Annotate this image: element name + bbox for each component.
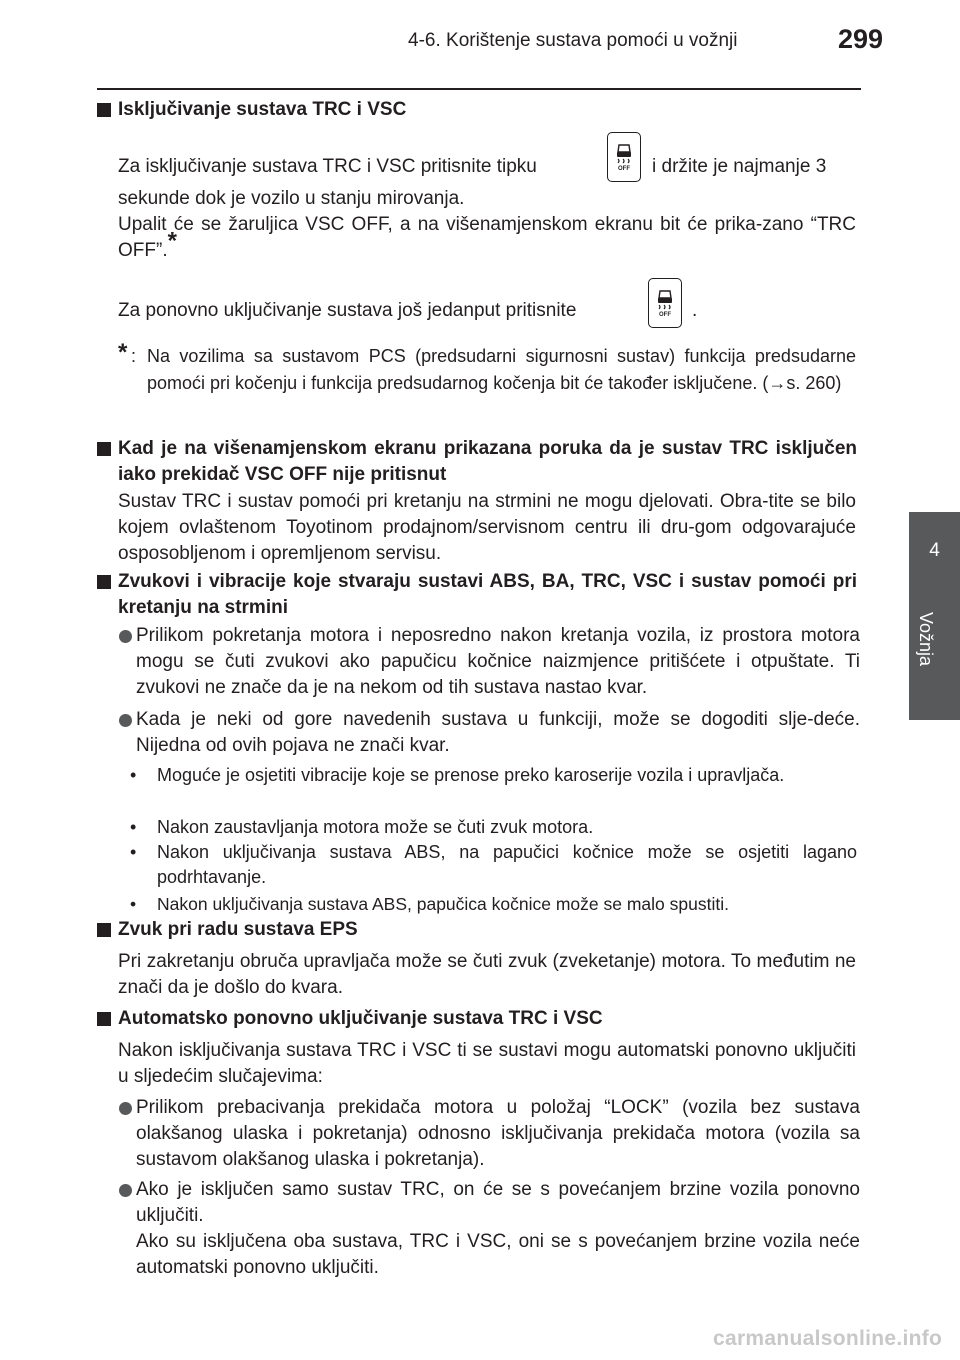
round-bullet-icon (119, 1184, 132, 1197)
round-bullet-icon (119, 630, 132, 643)
square-bullet-icon (97, 575, 111, 589)
square-bullet-icon (97, 1012, 111, 1026)
s1-para2: Upalit će se žaruljica VSC OFF, a na višenamjenskom ekranu bit će prika-zano “TRC OFF”.* (118, 214, 856, 261)
chapter-label: Vožnja (916, 612, 936, 667)
chapter-number: 4 (929, 540, 940, 561)
s1-footnote: * : Na vozilima sa sustavom PCS (predsudarni sigurnosni sustav) funkcija predsudarne pomoći pri kočenju i funkcija predsudarnog kočenja bit će također isključene. (→s. 260) (118, 339, 856, 393)
square-bullet-icon (97, 923, 111, 937)
s5-text: Nakon isključivanja sustava TRC i VSC ti se sustavi mogu automatski ponovno uključiti u sljedećim slučajevima: (118, 1040, 856, 1087)
s3-sub-item-1: • Moguće je osjetiti vibracije koje se prenose preko karoserije vozila i upravljača. (130, 765, 785, 785)
vsc-off-button-icon-2 (648, 278, 682, 328)
s3-sub-item-2: • Nakon zaustavljanja motora može se čuti zvuk motora. (130, 817, 594, 837)
section-heading-sounds-vibrations: Zvukovi i vibracije koje stvaraju sustavi ABS, BA, TRC, VSC i sustav pomoći pri kretanju na strmini (97, 569, 857, 621)
square-bullet-icon (97, 442, 111, 456)
svg-text:OFF: OFF (659, 312, 671, 317)
off-icon-text: OFF (618, 166, 630, 171)
s1-line1-start: Za isključivanje sustava TRC i VSC pritisnite tipku (118, 156, 537, 177)
section-heading-trc-message: Kad je na višenamjenskom ekranu prikazana poruka da je sustav TRC isključen iako prekidač VSC OFF nije pritisnut (97, 436, 857, 488)
s3-bullet-1: Prilikom pokretanja motora i neposredno nakon kretanja vozila, iz prostora motora mogu se čuti zvukovi ako papučicu kočnice naizmjence pritišćete i otpuštate. Ti zvukovi ne znače da je na nekom od tih sustava nastao kvar. (118, 623, 860, 701)
s5-bullet-2: Ako je isključen samo sustav TRC, on će se s povećanjem brzine vozila ponovno uključiti. Ako su isključena oba sustava, TRC i VSC, oni se s povećanjem brzine vozila neće automatski ponovno uključiti. (118, 1177, 860, 1281)
s3-sub-item-4: • Nakon uključivanja sustava ABS, papučica kočnice može se malo spustiti. (130, 894, 729, 914)
s2-text: Sustav TRC i sustav pomoći pri kretanju na strmini ne mogu djelovati. Obra-tite se bilo kojem ovlaštenom Toyotinom prodajnom/servisnom centru ili dru-gom odgovarajuće osposobljenom i opremljenom servisu. (118, 491, 856, 564)
vsc-off-button-icon (607, 132, 641, 182)
s5-bullet-1: Prilikom prebacivanja prekidača motora u položaj “LOCK” (vozila bez sustava olakšanog ulaska i pokretanja) odnosno isključivanja prekidača motora (vozila sa sustavom olakšanog ulaska i pokretanja). (118, 1095, 860, 1173)
s4-text: Pri zakretanju obruča upravljača može se čuti zvuk (zveketanje) motora. To međutim ne znači da je došlo do kvara. (118, 951, 856, 998)
footnote-star: * (118, 339, 128, 366)
section-heading-eps-sound: Zvuk pri radu sustava EPS (97, 917, 857, 943)
s1-para3-end: . (692, 300, 698, 321)
square-bullet-icon (97, 103, 111, 117)
round-bullet-icon (119, 1102, 132, 1115)
s1-line1-end: i držite je najmanje 3 (652, 156, 827, 177)
round-bullet-icon (119, 714, 132, 727)
s1-para3-start: Za ponovno uključivanje sustava još jedanput pritisnite (118, 300, 577, 321)
header-rule (97, 88, 861, 90)
section-heading-trc-vsc-off: Isključivanje sustava TRC i VSC (97, 97, 857, 123)
chapter-side-tab (909, 512, 960, 720)
watermark: carmanualsonline.info (713, 1327, 943, 1350)
s1-line2: sekunde dok je vozilo u stanju mirovanja. (118, 188, 465, 209)
s3-bullet-2: Kada je neki od gore navedenih sustava u funkciji, može se dogoditi slje-deće. Nijedna od ovih pojava ne znači kvar. (118, 707, 860, 759)
section-heading-auto-reactivation: Automatsko ponovno uključivanje sustava TRC i VSC (97, 1006, 857, 1032)
page-number: 299 (838, 24, 884, 54)
header-title: 4-6. Korištenje sustava pomoći u vožnji (408, 30, 738, 51)
s3-sub-item-3: • Nakon uključivanja sustava ABS, na papučici kočnice može se osjetiti lagano podrhtavanje. (130, 842, 857, 887)
